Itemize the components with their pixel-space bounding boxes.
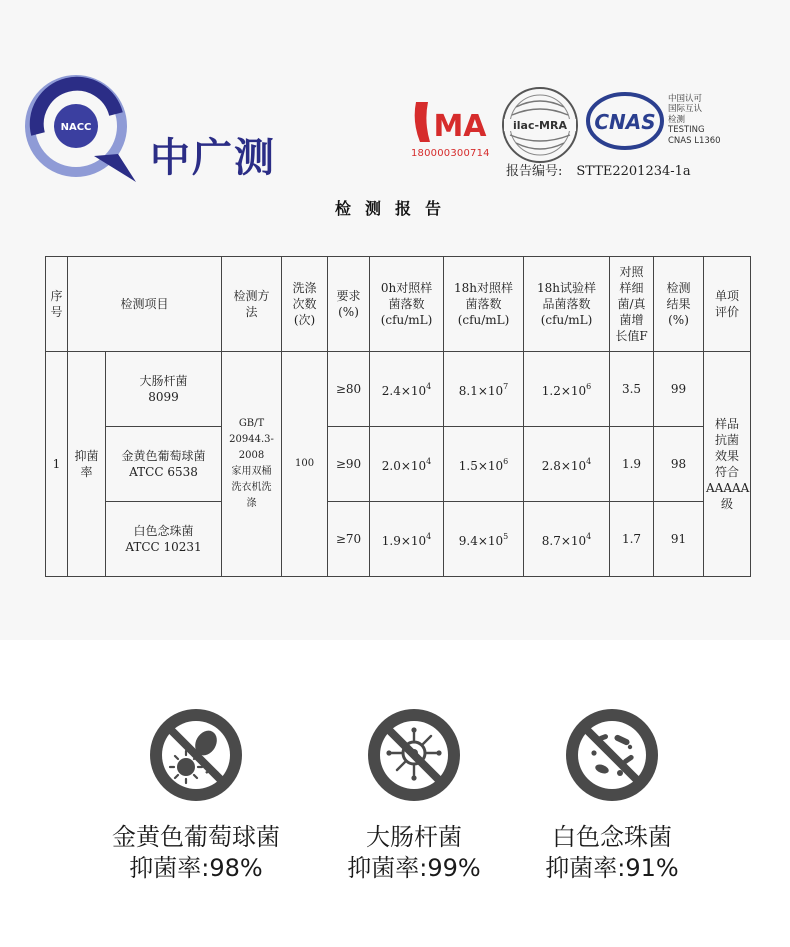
- count-18h-sample-cell: [524, 502, 610, 577]
- count-mantissa: 2.4×10: [381, 384, 427, 398]
- badge-staphylococcus: [76, 707, 316, 883]
- count-mantissa: 9.4×10: [458, 534, 504, 548]
- count-exponent: 4: [426, 457, 432, 466]
- column-header: 洗涤 次数 (次): [282, 257, 328, 352]
- count-mantissa: 1.9×10: [381, 534, 427, 548]
- ilac-mra-icon: [500, 85, 580, 165]
- count-0h-cell: [370, 352, 444, 427]
- count-exponent: 4: [426, 382, 432, 391]
- cnas-line: 国际互认: [668, 104, 703, 115]
- column-header: 序 号: [46, 257, 68, 352]
- wash-times-cell: 100: [282, 352, 328, 577]
- method-cell: GB/T 20944.3- 2008 家用双桶 洗衣机洗 涤: [222, 352, 282, 577]
- badge-rate: 抑菌率:99%: [347, 854, 481, 882]
- column-header: 单项 评价: [704, 257, 751, 352]
- column-header: 0h对照样 菌落数 (cfu/mL): [370, 257, 444, 352]
- evaluation-cell: 样品 抗菌 效果 符合 AAAAA 级: [704, 352, 751, 577]
- count-18h-control-cell: [444, 352, 524, 427]
- nacc-logo-icon: [24, 74, 142, 186]
- cnas-mark-icon: [586, 92, 664, 150]
- no-e-coli-icon: [366, 707, 462, 803]
- report-number: [506, 160, 691, 179]
- table-header-row: [46, 257, 751, 352]
- item-cell: 白色念珠菌 ATCC 10231: [106, 502, 222, 577]
- column-header: 检测方 法: [222, 257, 282, 352]
- table-row: [46, 352, 751, 427]
- count-mantissa: 2.8×10: [541, 459, 587, 473]
- no-staphylococcus-icon: [148, 707, 244, 803]
- requirement-cell: ≥80: [328, 352, 370, 427]
- count-exponent: 6: [503, 457, 509, 466]
- count-exponent: 4: [586, 457, 592, 466]
- count-exponent: 4: [426, 532, 432, 541]
- badge-candida: [492, 707, 732, 883]
- growth-f-cell: 1.7: [610, 502, 654, 577]
- cma-mark-text: MA: [433, 109, 487, 144]
- badge-name: 白色念珠菌: [552, 823, 672, 851]
- results-table: [45, 256, 751, 577]
- report-number-label: 报告编号:: [506, 164, 563, 179]
- requirement-cell: ≥90: [328, 427, 370, 502]
- column-header: 检测项目: [68, 257, 222, 352]
- count-mantissa: 8.7×10: [541, 534, 587, 548]
- report-number-value: STTE2201234-1a: [576, 164, 691, 179]
- count-18h-control-cell: [444, 427, 524, 502]
- column-header: 检测 结果 (%): [654, 257, 704, 352]
- requirement-cell: ≥70: [328, 502, 370, 577]
- report-title: 检测报告: [334, 199, 455, 218]
- count-exponent: 6: [586, 382, 592, 391]
- badge-name: 金黄色葡萄球菌: [112, 823, 280, 851]
- count-mantissa: 8.1×10: [458, 384, 504, 398]
- column-header: 18h试验样 品菌落数 (cfu/mL): [524, 257, 610, 352]
- count-exponent: 5: [503, 532, 509, 541]
- cnas-line: 中国认可: [668, 94, 703, 104]
- count-mantissa: 1.5×10: [458, 459, 504, 473]
- result-cell: 91: [654, 502, 704, 577]
- badge-name: 大肠杆菌: [366, 823, 462, 851]
- no-candida-icon: [564, 707, 660, 803]
- column-header: 18h对照样 菌落数 (cfu/mL): [444, 257, 524, 352]
- table-row: [46, 502, 751, 577]
- item-cell: 金黄色葡萄球菌 ATCC 6538: [106, 427, 222, 502]
- table-row: [46, 427, 751, 502]
- cnas-line: CNAS L1360: [668, 135, 721, 146]
- cnas-mark-text: CNAS: [594, 110, 656, 134]
- ilac-mark-text: ilac-MRA: [513, 119, 567, 132]
- column-header: 对照 样细 菌/真 菌增 长值F: [610, 257, 654, 352]
- cnas-line: 检测: [668, 114, 686, 125]
- count-exponent: 7: [503, 382, 509, 391]
- result-cell: 99: [654, 352, 704, 427]
- count-mantissa: 1.2×10: [541, 384, 587, 398]
- result-cell: 98: [654, 427, 704, 502]
- count-0h-cell: [370, 502, 444, 577]
- badge-rate: 抑菌率:98%: [129, 854, 263, 882]
- seq-cell: 1: [46, 352, 68, 577]
- company-name: 中广测: [150, 135, 276, 181]
- cnas-line: TESTING: [668, 125, 705, 136]
- cma-code: 180000300714: [411, 148, 490, 159]
- column-header: 要求 (%): [328, 257, 370, 352]
- growth-f-cell: 3.5: [610, 352, 654, 427]
- item-cell: 大肠杆菌 8099: [106, 352, 222, 427]
- cnas-caption: [668, 94, 721, 146]
- badge-rate: 抑菌率:91%: [545, 854, 679, 882]
- growth-f-cell: 1.9: [610, 427, 654, 502]
- count-18h-control-cell: [444, 502, 524, 577]
- count-mantissa: 2.0×10: [381, 459, 427, 473]
- count-0h-cell: [370, 427, 444, 502]
- category-cell: 抑菌 率: [68, 352, 106, 577]
- count-exponent: 4: [586, 532, 592, 541]
- count-18h-sample-cell: [524, 427, 610, 502]
- logo-badge-text: NACC: [60, 122, 92, 133]
- count-18h-sample-cell: [524, 352, 610, 427]
